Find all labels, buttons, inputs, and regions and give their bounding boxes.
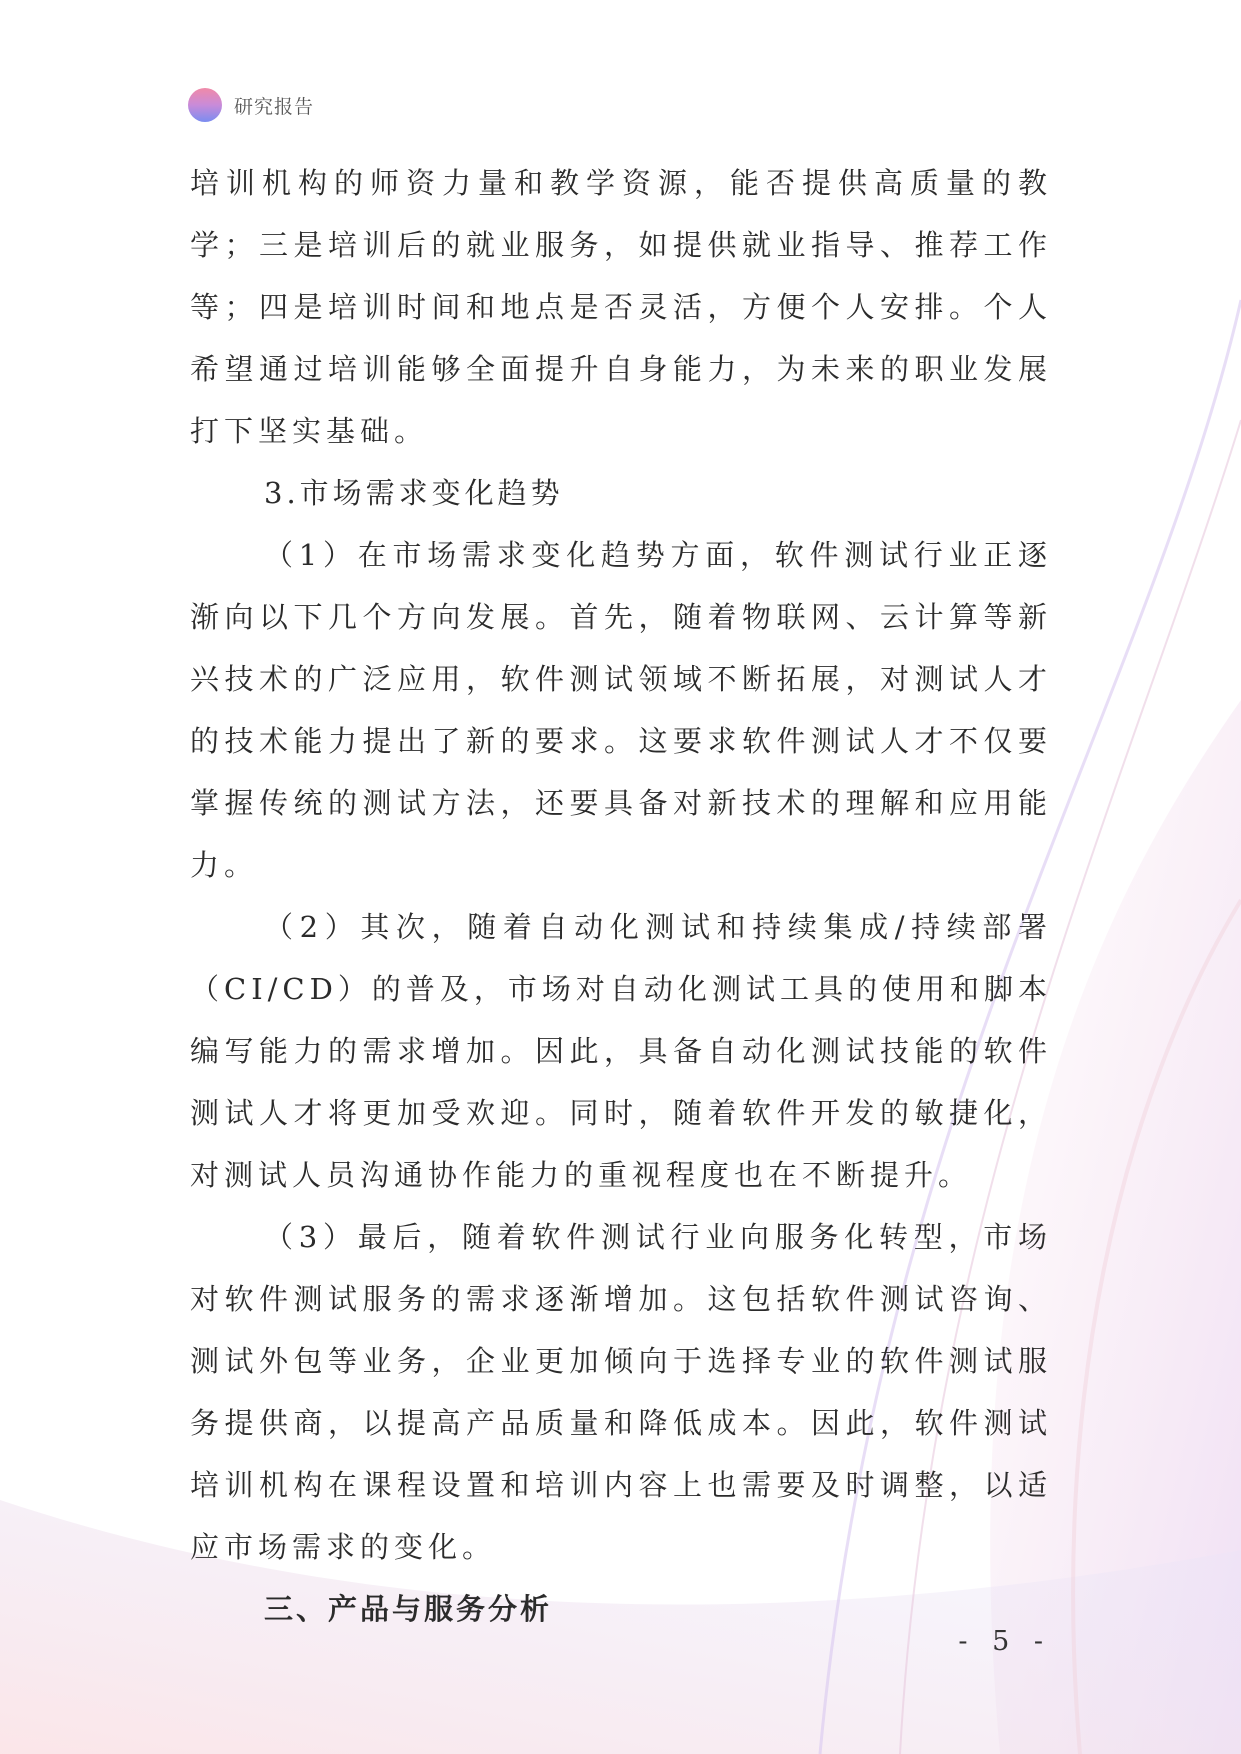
document-body — [190, 152, 1052, 1640]
page-number-text: - 5 - — [958, 1626, 1051, 1657]
header-title: 研究报告 — [234, 95, 315, 118]
report-header — [188, 88, 314, 122]
paragraph-continued: 培训机构的师资力量和教学资源，能否提供高质量的教学；三是培训后的就业服务，如提供就业指导、推荐工作等；四是培训时间和地点是否灵活，方便个人安排。个人希望通过培训能够全面提升自身能力，为未来的职业发展打下坚实基础。 — [190, 166, 1052, 448]
logo-icon — [188, 88, 222, 122]
page-number — [0, 1626, 1241, 1657]
paragraph-2: （2）其次，随着自动化测试和持续集成/持续部署（CI/CD）的普及，市场对自动化测试工具的使用和脚本编写能力的需求增加。因此，具备自动化测试技能的软件测试人才将更加受欢迎。同时，随着软件开发的敏捷化，对测试人员沟通协作能力的重视程度也在不断提升。 — [190, 910, 1052, 1192]
paragraph-3: （3）最后，随着软件测试行业向服务化转型，市场对软件测试服务的需求逐渐增加。这包括软件测试咨询、测试外包等业务，企业更加倾向于选择专业的软件测试服务提供商，以提高产品质量和降低成本。因此，软件测试培训机构在课程设置和培训内容上也需要及时调整，以适应市场需求的变化。 — [190, 1220, 1052, 1564]
paragraph-1: （1）在市场需求变化趋势方面，软件测试行业正逐渐向以下几个方向发展。首先，随着物联网、云计算等新兴技术的广泛应用，软件测试领域不断拓展，对测试人才的技术能力提出了新的要求。这要求软件测试人才不仅要掌握传统的测试方法，还要具备对新技术的理解和应用能力。 — [190, 538, 1052, 882]
section-heading-3: 3.市场需求变化趋势 — [264, 476, 564, 510]
chapter-heading: 三、产品与服务分析 — [264, 1592, 553, 1626]
